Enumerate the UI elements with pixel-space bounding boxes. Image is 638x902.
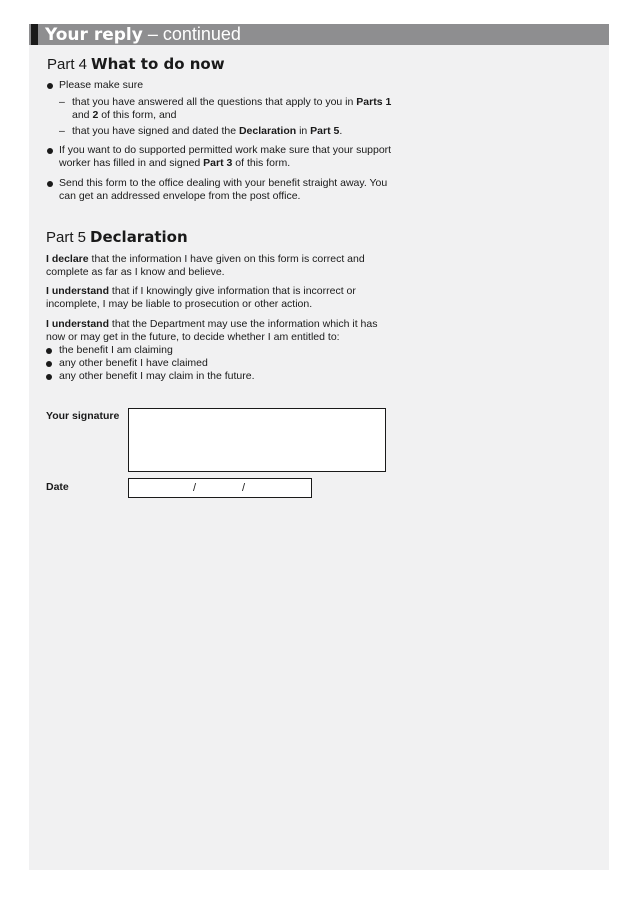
- text-run: of this form.: [232, 157, 291, 169]
- text-run: worker has filled in and signed: [59, 157, 204, 169]
- part5-list-item: any other benefit I may claim in the future.: [59, 370, 255, 382]
- part4-bullet-3-line-1: Send this form to the office dealing with your benefit straight away. You: [59, 177, 388, 189]
- part5-list-item: any other benefit I have claimed: [59, 357, 208, 369]
- part4-bullet-1: Please make sure: [59, 79, 144, 91]
- text-run: in: [296, 125, 311, 137]
- bullet-icon: [46, 361, 52, 367]
- signature-label: Your signature: [46, 410, 120, 422]
- signature-field[interactable]: [128, 408, 386, 472]
- banner-title-bold: Your reply: [45, 25, 143, 45]
- dash-icon: –: [59, 96, 65, 108]
- text-run-bold: Parts 1: [356, 96, 392, 108]
- part4-bullet-2-line-2: [59, 157, 290, 170]
- bullet-icon: [46, 374, 52, 380]
- part4-bullet-2-line-1: If you want to do supported permitted work make sure that your support: [59, 144, 392, 156]
- text-run: that the information I have given on this form is correct and: [88, 253, 365, 265]
- part4-heading: [47, 55, 225, 74]
- part5-number: Part 5: [46, 229, 87, 246]
- part5-para-2-line-1: [46, 285, 356, 298]
- bullet-icon: [47, 148, 53, 154]
- date-field[interactable]: [128, 478, 312, 498]
- banner-accent-strip: [31, 24, 38, 45]
- bullet-icon: [47, 181, 53, 187]
- text-run-bold: Declaration: [238, 125, 297, 137]
- text-run: that you have answered all the questions that apply to you in: [72, 96, 357, 108]
- dash-icon: –: [59, 125, 65, 137]
- part5-heading: [46, 228, 188, 247]
- section-banner: [29, 24, 609, 45]
- part5-list-item: the benefit I am claiming: [59, 344, 173, 356]
- text-run-bold: Part 5: [310, 125, 340, 137]
- text-run: that the Department may use the information which it has: [109, 318, 378, 330]
- text-run-bold: I understand: [46, 318, 110, 330]
- part5-para-2-line-2: incomplete, I may be liable to prosecution or other action.: [46, 298, 313, 310]
- text-run-bold: I declare: [46, 253, 89, 265]
- date-label: Date: [46, 481, 69, 493]
- text-run-bold: I understand: [46, 285, 110, 297]
- part5-para-1-line-1: [46, 253, 365, 266]
- text-run-bold: 2: [92, 109, 99, 121]
- text-run-bold: Part 3: [203, 157, 233, 169]
- text-run: .: [339, 125, 343, 137]
- text-run: that you have signed and dated the: [72, 125, 239, 137]
- part4-bullet-3-line-2: can get an addressed envelope from the post office.: [59, 190, 301, 202]
- part4-title: What to do now: [91, 55, 225, 73]
- part4-dash-1-line-1: [72, 96, 391, 109]
- text-run: that if I knowingly give information that is incorrect or: [109, 285, 356, 297]
- part5-title: Declaration: [90, 228, 188, 246]
- text-run: and: [72, 109, 93, 121]
- banner-title: [45, 24, 241, 46]
- part4-dash-2: [72, 125, 342, 138]
- part4-number: Part 4: [47, 56, 88, 73]
- bullet-icon: [47, 83, 53, 89]
- part5-para-3-line-2: now or may get in the future, to decide whether I am entitled to:: [46, 331, 340, 343]
- part5-para-3-line-1: [46, 318, 377, 331]
- date-separator: /: [193, 482, 197, 494]
- banner-title-rest: – continued: [142, 24, 241, 44]
- bullet-icon: [46, 348, 52, 354]
- part5-para-1-line-2: complete as far as I know and believe.: [46, 266, 225, 278]
- form-page: [29, 24, 609, 870]
- text-run: of this form, and: [98, 109, 177, 121]
- part4-dash-1-line-2: [72, 109, 176, 122]
- date-separator: /: [242, 482, 246, 494]
